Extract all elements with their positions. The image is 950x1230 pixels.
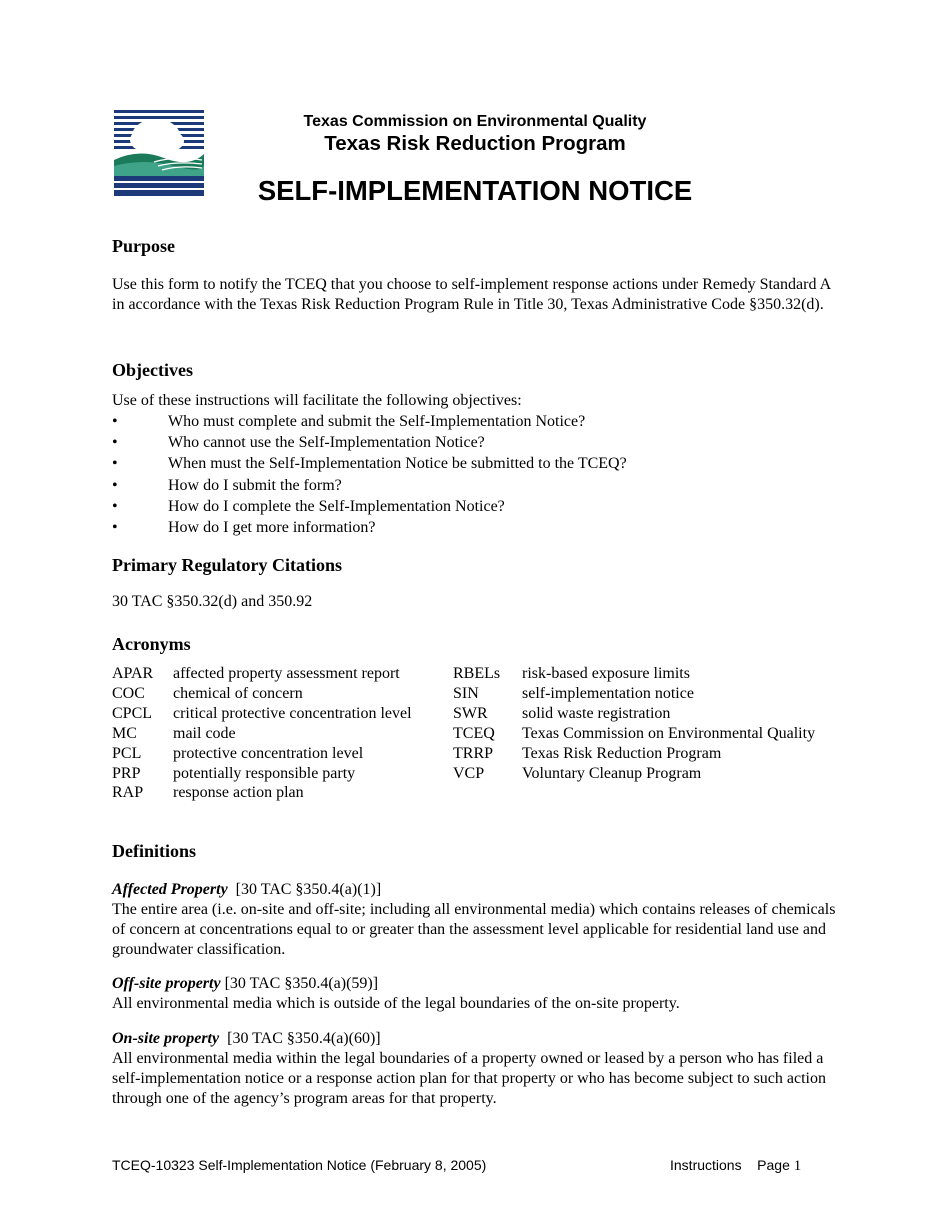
table-row [112,764,412,784]
objective-text: When must the Self-Implementation Notice be submitted to the TCEQ? [168,455,627,473]
definitions-heading: Definitions [112,841,197,861]
bullet-icon: • [112,476,118,494]
acronym-meaning: response action plan [173,784,304,802]
objective-text: How do I submit the form? [168,476,342,494]
objective-text: How do I complete the Self-Implementation Notice? [168,497,505,515]
objectives-intro: Use of these instructions will facilitate the following objectives: [112,392,522,409]
acronym: MC [112,724,137,742]
acronym-meaning: Texas Commission on Environmental Quality [522,724,816,742]
citations-text: 30 TAC §350.32(d) and 350.92 [112,593,313,610]
acronym-meaning: risk-based exposure limits [522,665,690,682]
acronym: COC [112,684,145,702]
table-row [112,684,412,704]
definition-term: Off-site property [112,975,221,992]
footer-page-info [670,1157,801,1175]
table-row [112,744,412,764]
acronym: SIN [453,684,479,702]
agency-name: Texas Commission on Environmental Quality [303,113,647,130]
definition-text: All environmental media within the legal boundaries of a property owned or leased by a person who has filed a self-implementation notice or a response action plan for that property or who has become subject to such action through one of the agency’s program areas for that property. [112,1050,826,1107]
acronym-meaning: protective concentration level [173,744,364,762]
definition-citation: [30 TAC §350.4(a)(1)] [235,881,382,898]
definition-text: The entire area (i.e. on-site and off-site; including all environmental media) which contains releases of chemicals of concern at concentrations equal to or greater than the assessment level applicable for residential land use and groundwater classification. [112,901,836,958]
purpose-text: Use this form to notify the TCEQ that you choose to self-implement response actions under Remedy Standard A in accordance with the Texas Risk Reduction Program Rule in Title 30, Texas Administrative Code §350.32(d). [112,276,831,313]
table-row [453,764,815,784]
acronym-meaning: solid waste registration [522,704,671,722]
table-row [453,664,815,684]
bullet-icon: • [112,518,118,536]
table-row [112,704,412,724]
acronym-meaning: Texas Risk Reduction Program [522,744,722,762]
acronym: VCP [453,764,485,782]
acronym: PRP [112,764,141,782]
acronym-meaning: potentially responsible party [173,764,356,782]
citations-heading: Primary Regulatory Citations [112,555,342,575]
acronym-meaning: affected property assessment report [173,665,400,682]
objective-text: How do I get more information? [168,518,376,536]
table-row [112,664,412,684]
program-name: Texas Risk Reduction Program [324,132,626,155]
footer-section: Instructions [670,1157,742,1173]
acronym: TRRP [453,744,494,762]
acronym: APAR [112,665,154,682]
definition-citation: [30 TAC §350.4(a)(59)] [224,975,379,992]
definition-term: On-site property [112,1030,220,1047]
objective-text: Who must complete and submit the Self-Implementation Notice? [168,413,586,430]
acronym-meaning: mail code [173,724,236,742]
acronyms-heading: Acronyms [112,634,191,654]
objective-text: Who cannot use the Self-Implementation Notice? [168,434,485,452]
acronym: CPCL [112,704,153,722]
objectives-heading: Objectives [112,360,193,380]
acronym-meaning: chemical of concern [173,684,303,702]
definition-term: Affected Property [112,881,228,898]
acronym: RBELs [453,665,501,682]
bullet-icon: • [112,434,118,452]
bullet-icon: • [112,413,118,430]
table-row [112,724,412,744]
definition-text: All environmental media which is outside of the legal boundaries of the on-site property. [112,995,680,1012]
acronyms-table-left [112,664,412,803]
definition-affected-property [112,880,842,960]
acronym-meaning: critical protective concentration level [173,704,412,722]
acronym: PCL [112,744,142,762]
acronym: TCEQ [453,724,495,742]
footer-page-label: Page [757,1157,790,1173]
footer-form-id: TCEQ-10323 Self-Implementation Notice (February 8, 2005) [112,1157,487,1173]
table-row [453,704,815,724]
bullet-icon: • [112,455,118,473]
acronym-meaning: self-implementation notice [522,684,694,702]
definition-on-site-property [112,1029,842,1109]
definition-citation: [30 TAC §350.4(a)(60)] [227,1030,381,1047]
acronym: RAP [112,784,144,802]
bullet-icon: • [112,497,118,515]
table-row [112,783,412,803]
acronyms-table-right [453,664,815,783]
acronym: SWR [453,704,488,722]
purpose-heading: Purpose [112,236,175,256]
page-number: 1 [793,1158,802,1174]
definition-off-site-property [112,974,842,1014]
table-row [453,724,815,744]
page-title: SELF-IMPLEMENTATION NOTICE [257,175,693,206]
acronym-meaning: Voluntary Cleanup Program [522,764,702,782]
table-row [453,684,815,704]
table-row [453,744,815,764]
